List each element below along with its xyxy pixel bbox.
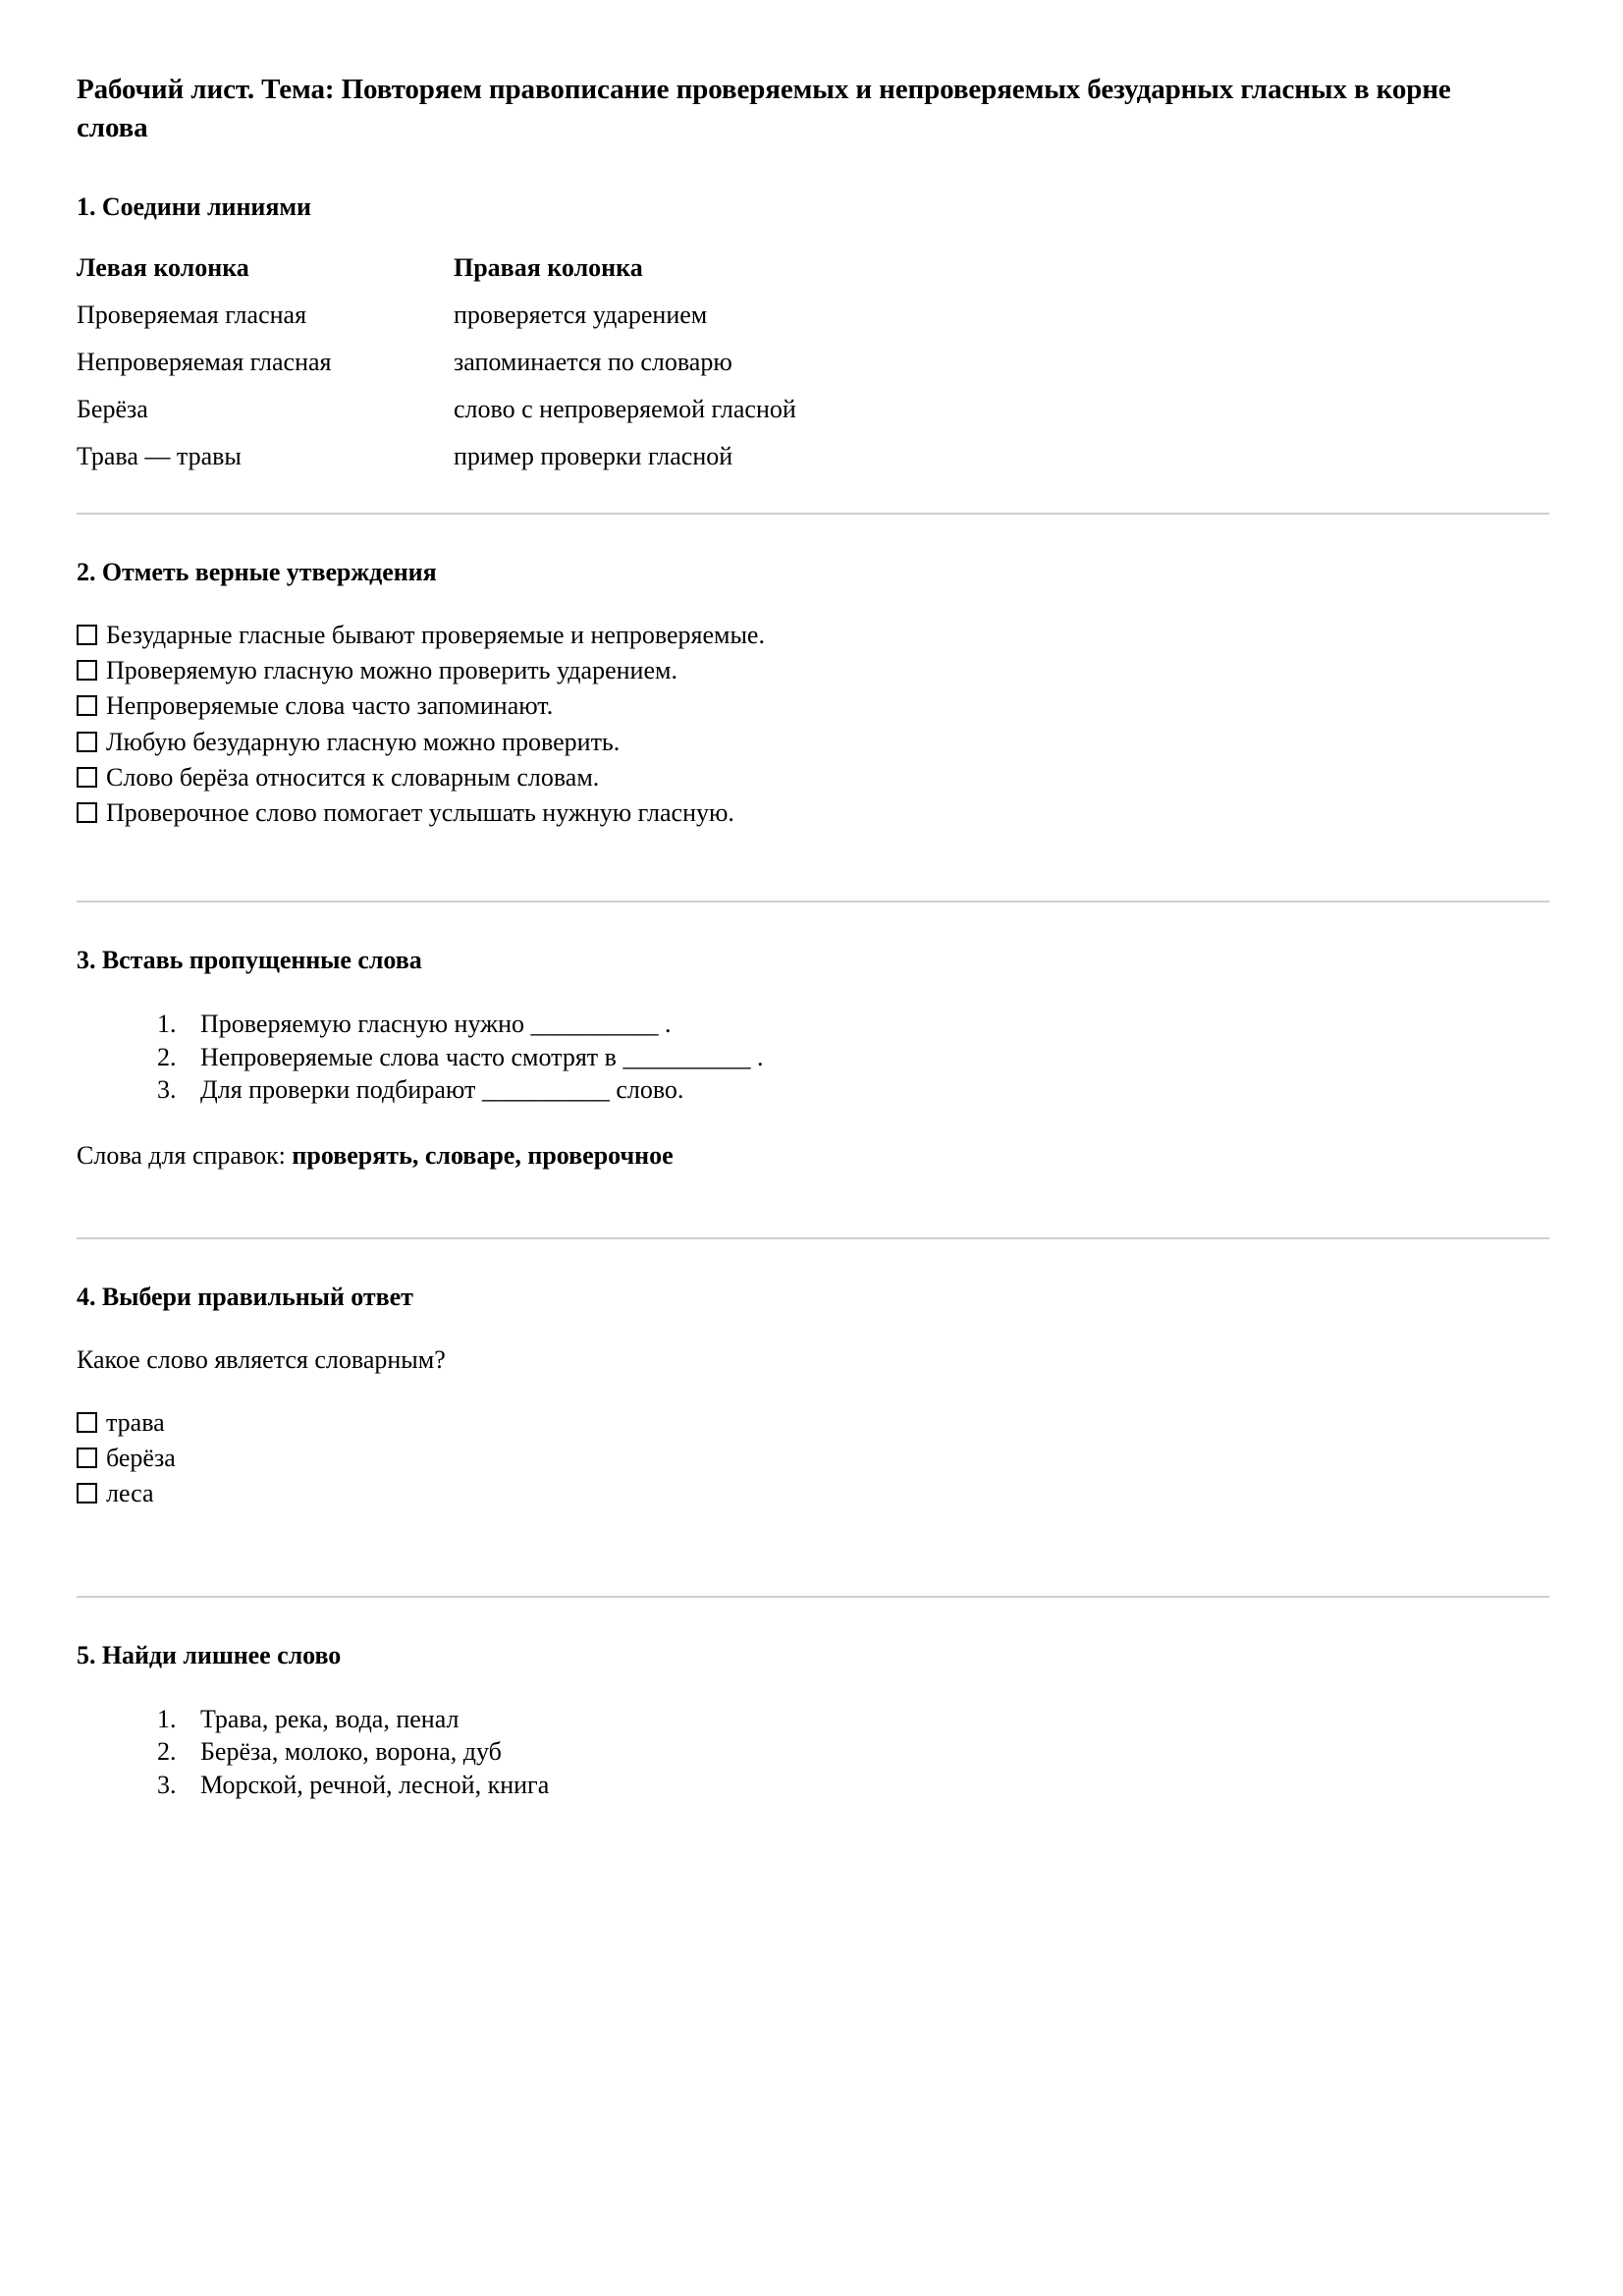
table-row[interactable]: [77, 350, 796, 397]
section-match-lines: [77, 192, 1549, 469]
list-item[interactable]: [77, 656, 1549, 685]
statement-label: Проверочное слово помогает услышать нужную гласную.: [106, 798, 734, 828]
list-item[interactable]: 2. Непроверяемые слова часто смотрят в __________ .: [183, 1042, 1549, 1072]
checkbox-icon[interactable]: [77, 1448, 97, 1468]
match-left-item[interactable]: Берёза: [77, 394, 148, 423]
checkbox-icon[interactable]: [77, 695, 97, 716]
statement-label: Безударные гласные бывают проверяемые и непроверяемые.: [106, 620, 765, 649]
list-item[interactable]: 3. Для проверки подбирают __________ слово.: [183, 1074, 1549, 1105]
list-item[interactable]: [77, 621, 1549, 650]
list-item[interactable]: [77, 763, 1549, 793]
section-divider-2: [77, 901, 1549, 902]
statement-checkbox-list: [77, 621, 1549, 829]
list-item[interactable]: [77, 1408, 1549, 1438]
table-row[interactable]: [77, 397, 796, 444]
match-left-item[interactable]: Непроверяемая гласная: [77, 347, 332, 376]
match-table: [77, 252, 796, 470]
fill-blank-list: [77, 1009, 1549, 1105]
help-words-line: [77, 1141, 1549, 1171]
section-1-heading: 1. Соедини линиями: [77, 191, 311, 221]
section-choose-answer: [77, 1283, 1549, 1509]
list-item[interactable]: [77, 1444, 1549, 1473]
help-words-label: Слова для справок:: [77, 1140, 293, 1170]
option-label: берёза: [106, 1444, 176, 1473]
column-header-right: Правая колонка: [454, 252, 643, 282]
table-header-row: [77, 255, 796, 302]
spacer: [77, 1515, 1549, 1553]
statement-label: Проверяемую гласную можно проверить ударением.: [106, 656, 677, 684]
table-row[interactable]: [77, 302, 796, 350]
page-title: Рабочий лист. Тема: Повторяем правописание проверяемых и непроверяемых безударных гласных в корне слова: [77, 74, 1451, 143]
section-3-heading: 3. Вставь пропущенные слова: [77, 946, 422, 975]
list-item[interactable]: [77, 1479, 1549, 1508]
section-divider-4: [77, 1596, 1549, 1598]
list-item[interactable]: [77, 691, 1549, 721]
section-fill-blanks: [77, 946, 1549, 1170]
section-divider-1: [77, 513, 1549, 515]
match-left-item[interactable]: Проверяемая гласная: [77, 300, 307, 329]
match-table-body: [77, 302, 796, 469]
checkbox-icon[interactable]: [77, 1483, 97, 1503]
question-prompt: Какое слово является словарным?: [77, 1344, 446, 1374]
checkbox-icon[interactable]: [77, 1412, 97, 1433]
section-divider-3: [77, 1237, 1549, 1239]
match-table-head: [77, 252, 796, 302]
checkbox-icon[interactable]: [77, 625, 97, 645]
match-right-item[interactable]: проверяется ударением: [454, 300, 708, 329]
option-label: леса: [106, 1479, 154, 1508]
list-item[interactable]: 3. Морской, речной, лесной, книга: [183, 1770, 1549, 1800]
match-right-item[interactable]: пример проверки гласной: [454, 441, 733, 470]
match-right-item[interactable]: слово с непроверяемой гласной: [454, 394, 796, 423]
checkbox-icon[interactable]: [77, 767, 97, 788]
checkbox-icon[interactable]: [77, 802, 97, 823]
statement-label: Непроверяемые слова часто запоминают.: [106, 691, 554, 721]
match-left-item[interactable]: Трава — травы: [77, 441, 242, 470]
list-item[interactable]: 1. Проверяемую гласную нужно __________ .: [183, 1009, 1549, 1039]
option-label: трава: [106, 1407, 165, 1437]
section-find-odd-word: [77, 1641, 1549, 1800]
section-5-heading: 5. Найди лишнее слово: [77, 1640, 342, 1669]
table-row[interactable]: [77, 444, 796, 469]
list-item[interactable]: [77, 728, 1549, 757]
section-2-heading: 2. Отметь верные утверждения: [77, 557, 437, 586]
list-item[interactable]: [77, 798, 1549, 828]
odd-word-list: [77, 1704, 1549, 1800]
checkbox-icon[interactable]: [77, 732, 97, 752]
section-true-statements: [77, 558, 1549, 829]
spacer: [77, 1171, 1549, 1194]
section-4-heading: 4. Выбери правильный ответ: [77, 1282, 413, 1311]
list-item[interactable]: 1. Трава, река, вода, пенал: [183, 1704, 1549, 1734]
match-right-item[interactable]: запоминается по словарю: [454, 347, 732, 376]
checkbox-icon[interactable]: [77, 660, 97, 681]
statement-label: Слово берёза относится к словарным словам.: [106, 762, 600, 792]
list-item[interactable]: 2. Берёза, молоко, ворона, дуб: [183, 1736, 1549, 1767]
column-header-left: Левая колонка: [77, 252, 249, 282]
answer-option-list: [77, 1408, 1549, 1509]
spacer: [77, 834, 1549, 857]
statement-label: Любую безударную гласную можно проверить.: [106, 727, 621, 756]
help-words-values: проверять, словаре, проверочное: [292, 1140, 674, 1170]
